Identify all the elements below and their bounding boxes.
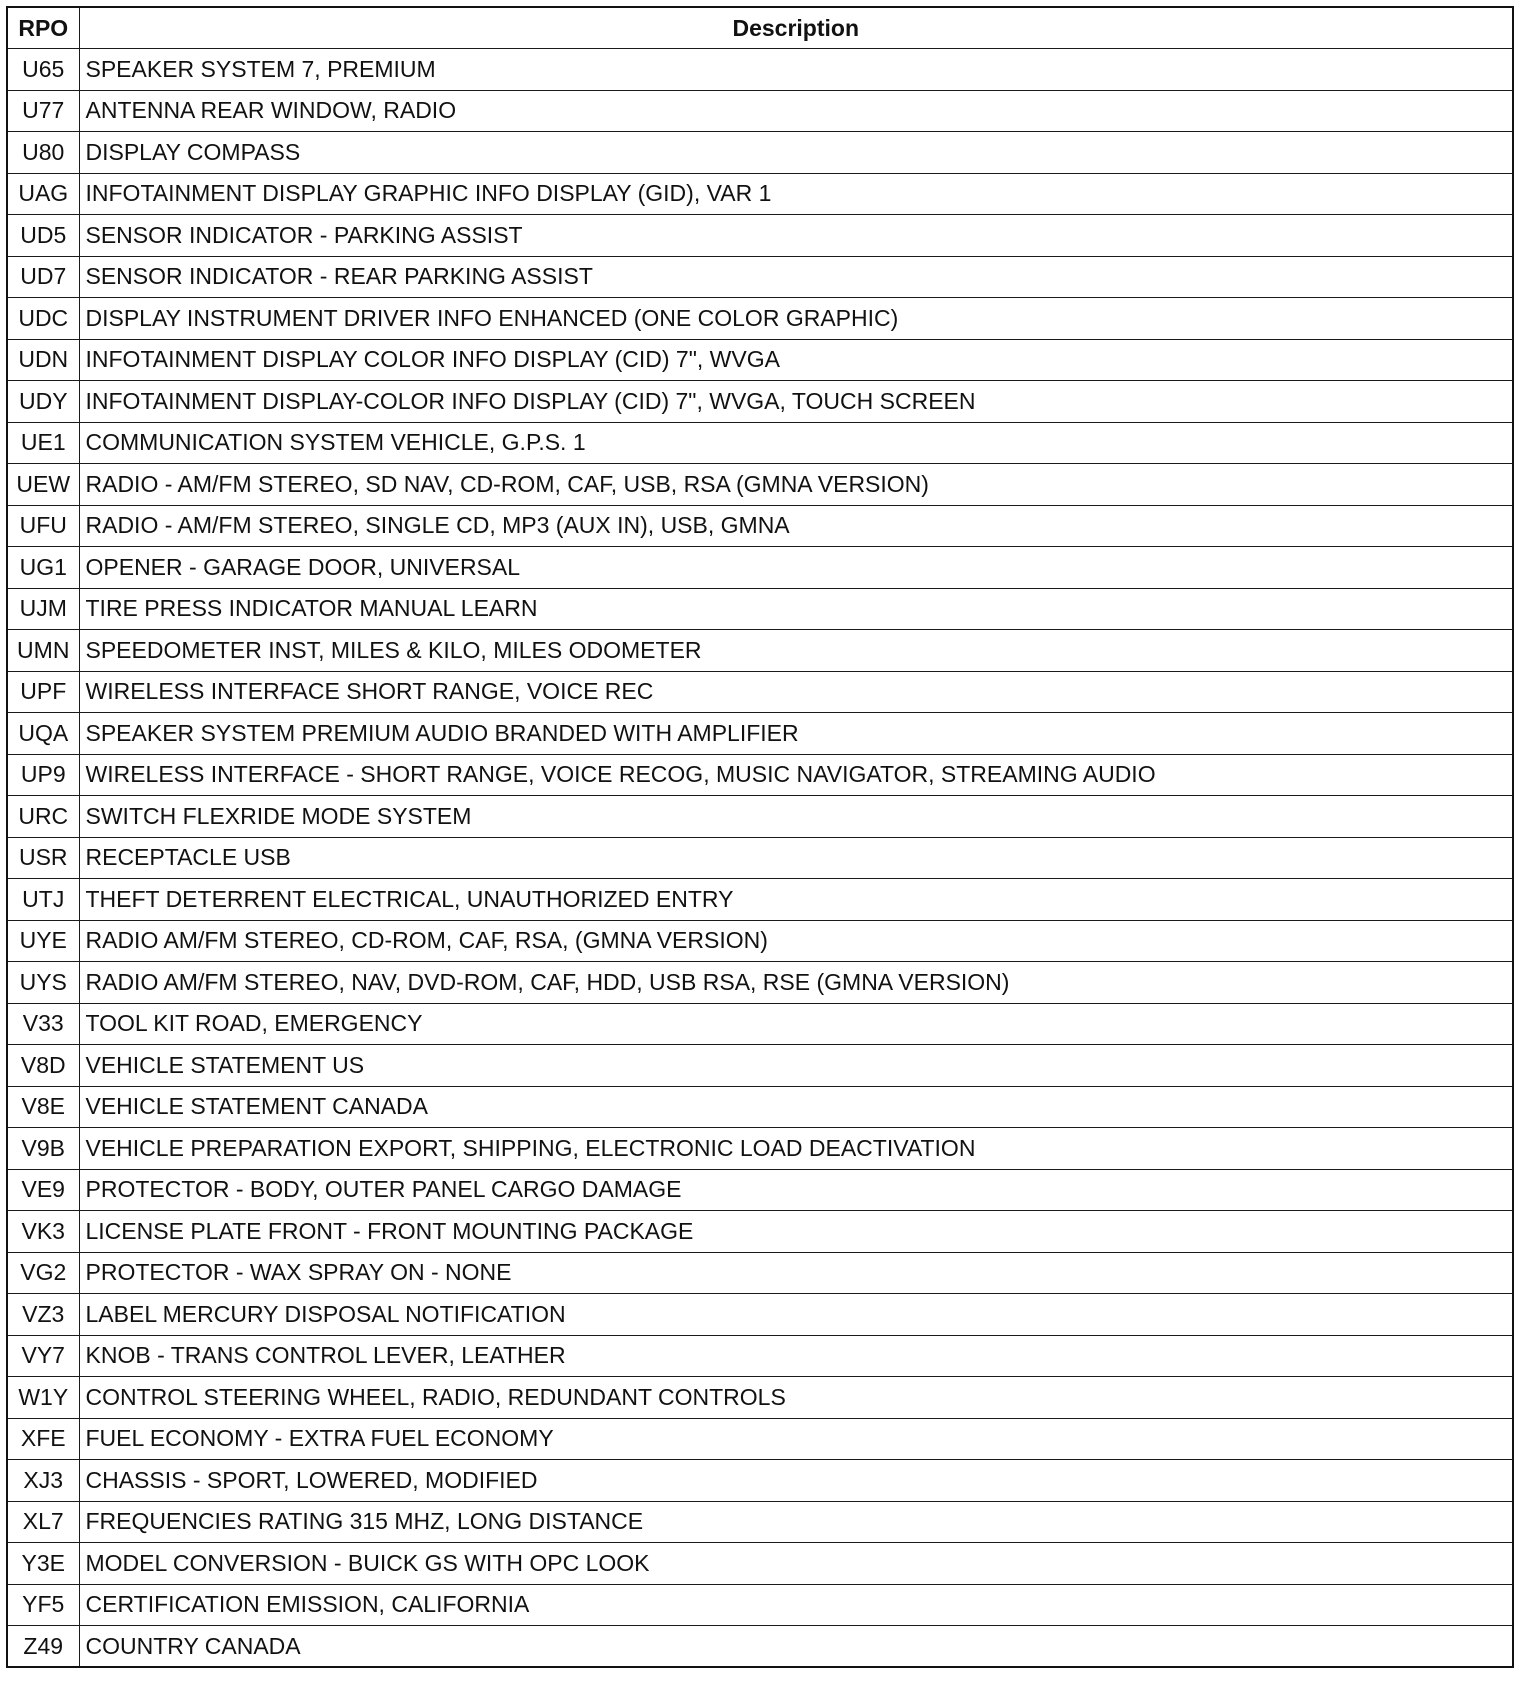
description-cell: FUEL ECONOMY - EXTRA FUEL ECONOMY <box>79 1418 1513 1460</box>
table-row <box>7 1003 1513 1045</box>
rpo-code-cell: UD7 <box>7 256 79 298</box>
column-header-description: Description <box>79 7 1513 49</box>
description-cell: ANTENNA REAR WINDOW, RADIO <box>79 90 1513 132</box>
description-cell: WIRELESS INTERFACE - SHORT RANGE, VOICE RECOG, MUSIC NAVIGATOR, STREAMING AUDIO <box>79 754 1513 796</box>
rpo-table <box>6 6 1514 1668</box>
table-row <box>7 754 1513 796</box>
description-cell: FREQUENCIES RATING 315 MHZ, LONG DISTANCE <box>79 1501 1513 1543</box>
description-cell: VEHICLE STATEMENT CANADA <box>79 1086 1513 1128</box>
description-cell: CONTROL STEERING WHEEL, RADIO, REDUNDANT CONTROLS <box>79 1377 1513 1419</box>
rpo-code-cell: UD5 <box>7 215 79 257</box>
description-cell: RADIO - AM/FM STEREO, SD NAV, CD-ROM, CAF, USB, RSA (GMNA VERSION) <box>79 464 1513 506</box>
table-row <box>7 1294 1513 1336</box>
table-row <box>7 464 1513 506</box>
rpo-code-cell: UTJ <box>7 879 79 921</box>
rpo-code-cell: U65 <box>7 49 79 91</box>
description-cell: OPENER - GARAGE DOOR, UNIVERSAL <box>79 547 1513 589</box>
table-row <box>7 1418 1513 1460</box>
table-row <box>7 215 1513 257</box>
table-header-row <box>7 7 1513 49</box>
rpo-code-cell: V9B <box>7 1128 79 1170</box>
rpo-code-cell: UEW <box>7 464 79 506</box>
rpo-code-cell: UMN <box>7 630 79 672</box>
rpo-code-cell: VE9 <box>7 1169 79 1211</box>
rpo-code-cell: UDC <box>7 298 79 340</box>
rpo-code-cell: UQA <box>7 713 79 755</box>
table-row <box>7 298 1513 340</box>
description-cell: PROTECTOR - WAX SPRAY ON - NONE <box>79 1252 1513 1294</box>
table-row <box>7 1169 1513 1211</box>
description-cell: SPEAKER SYSTEM 7, PREMIUM <box>79 49 1513 91</box>
rpo-code-cell: URC <box>7 796 79 838</box>
rpo-code-cell: UYS <box>7 962 79 1004</box>
table-row <box>7 1045 1513 1087</box>
rpo-code-cell: UFU <box>7 505 79 547</box>
rpo-code-cell: UYE <box>7 920 79 962</box>
description-cell: TOOL KIT ROAD, EMERGENCY <box>79 1003 1513 1045</box>
table-row <box>7 381 1513 423</box>
rpo-code-cell: U77 <box>7 90 79 132</box>
table-row <box>7 132 1513 174</box>
column-header-rpo: RPO <box>7 7 79 49</box>
description-cell: WIRELESS INTERFACE SHORT RANGE, VOICE REC <box>79 671 1513 713</box>
description-cell: RECEPTACLE USB <box>79 837 1513 879</box>
description-cell: SENSOR INDICATOR - REAR PARKING ASSIST <box>79 256 1513 298</box>
rpo-code-cell: UPF <box>7 671 79 713</box>
description-cell: LABEL MERCURY DISPOSAL NOTIFICATION <box>79 1294 1513 1336</box>
rpo-code-cell: XFE <box>7 1418 79 1460</box>
table-row <box>7 1543 1513 1585</box>
table-row <box>7 1377 1513 1419</box>
description-cell: VEHICLE PREPARATION EXPORT, SHIPPING, ELECTRONIC LOAD DEACTIVATION <box>79 1128 1513 1170</box>
description-cell: THEFT DETERRENT ELECTRICAL, UNAUTHORIZED ENTRY <box>79 879 1513 921</box>
rpo-code-cell: W1Y <box>7 1377 79 1419</box>
table-row <box>7 837 1513 879</box>
rpo-code-cell: VK3 <box>7 1211 79 1253</box>
description-cell: VEHICLE STATEMENT US <box>79 1045 1513 1087</box>
description-cell: SWITCH FLEXRIDE MODE SYSTEM <box>79 796 1513 838</box>
rpo-code-cell: YF5 <box>7 1584 79 1626</box>
rpo-code-cell: UAG <box>7 173 79 215</box>
description-cell: DISPLAY INSTRUMENT DRIVER INFO ENHANCED (ONE COLOR GRAPHIC) <box>79 298 1513 340</box>
table-row <box>7 422 1513 464</box>
table-row <box>7 173 1513 215</box>
description-cell: INFOTAINMENT DISPLAY-COLOR INFO DISPLAY (CID) 7", WVGA, TOUCH SCREEN <box>79 381 1513 423</box>
table-row <box>7 920 1513 962</box>
rpo-code-cell: VG2 <box>7 1252 79 1294</box>
description-cell: SPEAKER SYSTEM PREMIUM AUDIO BRANDED WITH AMPLIFIER <box>79 713 1513 755</box>
table-row <box>7 547 1513 589</box>
table-row <box>7 1460 1513 1502</box>
table-row <box>7 879 1513 921</box>
description-cell: SPEEDOMETER INST, MILES & KILO, MILES ODOMETER <box>79 630 1513 672</box>
description-cell: RADIO AM/FM STEREO, NAV, DVD-ROM, CAF, HDD, USB RSA, RSE (GMNA VERSION) <box>79 962 1513 1004</box>
rpo-code-cell: UG1 <box>7 547 79 589</box>
rpo-code-cell: V8E <box>7 1086 79 1128</box>
rpo-code-cell: USR <box>7 837 79 879</box>
table-row <box>7 505 1513 547</box>
description-cell: INFOTAINMENT DISPLAY GRAPHIC INFO DISPLAY (GID), VAR 1 <box>79 173 1513 215</box>
rpo-code-cell: V33 <box>7 1003 79 1045</box>
table-row <box>7 1335 1513 1377</box>
description-cell: LICENSE PLATE FRONT - FRONT MOUNTING PACKAGE <box>79 1211 1513 1253</box>
rpo-code-cell: UE1 <box>7 422 79 464</box>
description-cell: SENSOR INDICATOR - PARKING ASSIST <box>79 215 1513 257</box>
description-cell: DISPLAY COMPASS <box>79 132 1513 174</box>
description-cell: COMMUNICATION SYSTEM VEHICLE, G.P.S. 1 <box>79 422 1513 464</box>
description-cell: MODEL CONVERSION - BUICK GS WITH OPC LOOK <box>79 1543 1513 1585</box>
table-row <box>7 1086 1513 1128</box>
table-row <box>7 1128 1513 1170</box>
rpo-code-cell: XL7 <box>7 1501 79 1543</box>
table-row <box>7 1211 1513 1253</box>
description-cell: COUNTRY CANADA <box>79 1626 1513 1668</box>
description-cell: KNOB - TRANS CONTROL LEVER, LEATHER <box>79 1335 1513 1377</box>
description-cell: RADIO AM/FM STEREO, CD-ROM, CAF, RSA, (GMNA VERSION) <box>79 920 1513 962</box>
table-row <box>7 1584 1513 1626</box>
table-row <box>7 796 1513 838</box>
table-row <box>7 1501 1513 1543</box>
table-row <box>7 588 1513 630</box>
table-row <box>7 962 1513 1004</box>
rpo-code-cell: XJ3 <box>7 1460 79 1502</box>
table-row <box>7 256 1513 298</box>
rpo-code-cell: UP9 <box>7 754 79 796</box>
rpo-code-cell: UDY <box>7 381 79 423</box>
description-cell: CHASSIS - SPORT, LOWERED, MODIFIED <box>79 1460 1513 1502</box>
description-cell: CERTIFICATION EMISSION, CALIFORNIA <box>79 1584 1513 1626</box>
rpo-code-cell: VY7 <box>7 1335 79 1377</box>
table-row <box>7 671 1513 713</box>
description-cell: INFOTAINMENT DISPLAY COLOR INFO DISPLAY (CID) 7", WVGA <box>79 339 1513 381</box>
table-row <box>7 49 1513 91</box>
description-cell: RADIO - AM/FM STEREO, SINGLE CD, MP3 (AUX IN), USB, GMNA <box>79 505 1513 547</box>
rpo-code-cell: VZ3 <box>7 1294 79 1336</box>
description-cell: TIRE PRESS INDICATOR MANUAL LEARN <box>79 588 1513 630</box>
table-row <box>7 1626 1513 1668</box>
table-body <box>7 49 1513 1668</box>
table-row <box>7 90 1513 132</box>
rpo-code-cell: V8D <box>7 1045 79 1087</box>
rpo-code-cell: UDN <box>7 339 79 381</box>
table-row <box>7 339 1513 381</box>
table-row <box>7 630 1513 672</box>
table-row <box>7 713 1513 755</box>
rpo-code-cell: U80 <box>7 132 79 174</box>
description-cell: PROTECTOR - BODY, OUTER PANEL CARGO DAMAGE <box>79 1169 1513 1211</box>
table-row <box>7 1252 1513 1294</box>
rpo-code-cell: Z49 <box>7 1626 79 1668</box>
rpo-code-cell: Y3E <box>7 1543 79 1585</box>
rpo-code-cell: UJM <box>7 588 79 630</box>
